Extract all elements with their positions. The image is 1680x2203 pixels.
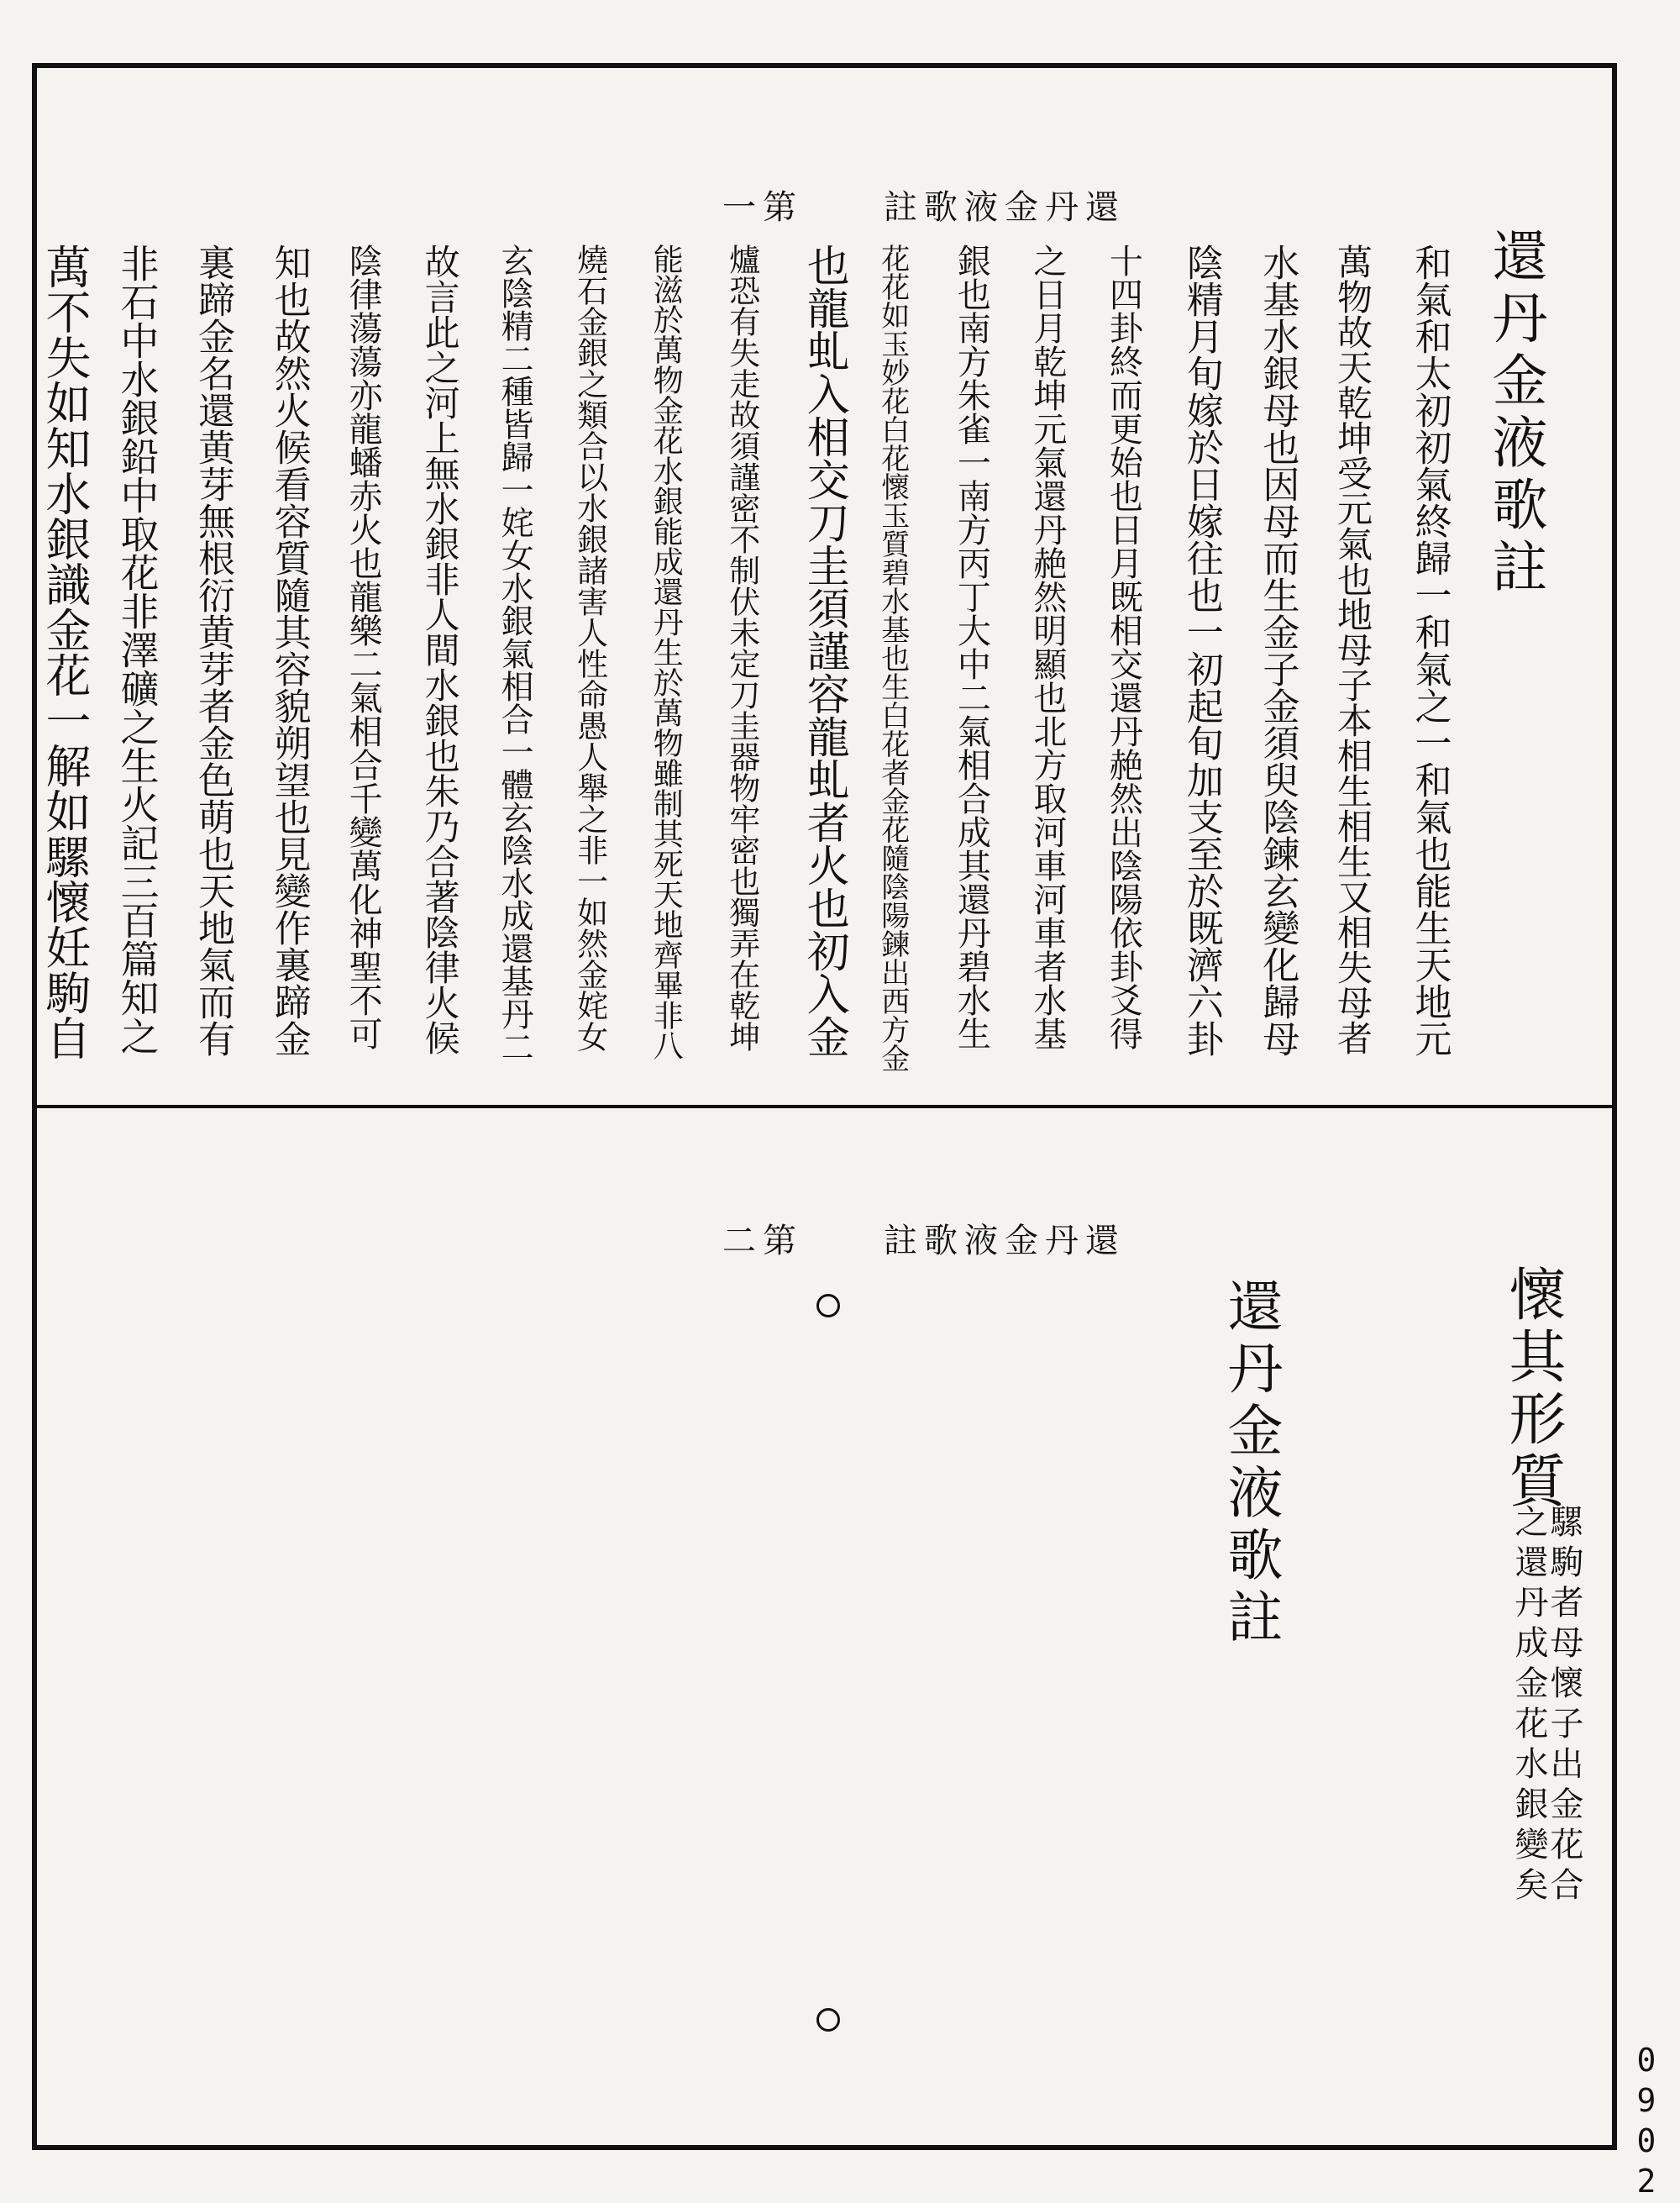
text-column: 銀也南方朱雀一南方丙丁大中二氣相合成其還丹碧水生 xyxy=(952,244,991,1050)
text-column: 和氣和太初初氣終歸一和氣之一和氣也能生天地元 xyxy=(1408,244,1452,1057)
ring-bottom-icon xyxy=(816,2008,840,2032)
text-column: 十四卦終而更始也日月既相交還丹赩然出陰陽依卦爻得 xyxy=(1104,244,1143,1050)
bottom-main-column: 懷其形質 xyxy=(1499,1264,1566,1513)
text-column: 玄陰精二種皆歸一姹女水銀氣相合一體玄陰水成還基丹二 xyxy=(496,244,534,1063)
top-title: 還丹金液歌註 xyxy=(1483,227,1547,600)
text-column: 花花如玉妙花白花懷玉質碧水基也生白花者金花隨陰陽鍊出西方金 xyxy=(875,244,910,1072)
text-column: 裏蹄金名還黄芽無根衍黄芽者金色萌也天地氣而有 xyxy=(192,244,235,1057)
text-column: 萬不失如知水銀識金花一解如騾懷妊駒自 xyxy=(39,244,92,1060)
text-column: 之日月乾坤元氣還丹赩然明顯也北方取河車河車者水基 xyxy=(1027,244,1067,1050)
ring-top-icon xyxy=(816,1294,840,1317)
page-number: 0902 xyxy=(1628,2042,1665,2203)
text-column: 爐恐有失走故須謹密不制伏未定刀圭器物牢密也獨弄在乾坤 xyxy=(723,244,760,1052)
text-column: 知也故然火候看容質隨其容貌朔望也見變作裏蹄金 xyxy=(267,244,311,1057)
bottom-title: 還丹金液歌註 xyxy=(1218,1277,1283,1650)
bottom-note-2: 之還丹成金花水銀變矣 xyxy=(1509,1504,1548,1907)
text-column: 陰精月旬嫁於日嫁往也一初起旬加支至於既濟六卦 xyxy=(1179,244,1223,1057)
text-column: 水基水銀母也因母而生金子金須臾陰鍊玄變化歸母 xyxy=(1256,244,1299,1057)
text-column: 萬物故天乾坤受元氣也地母子本相生相生又相失母者 xyxy=(1331,244,1373,1055)
panel-divider xyxy=(32,1105,1617,1108)
bottom-note-1: 騾駒者母懷子出金花合 xyxy=(1545,1504,1583,1907)
header-top: 一第 註歌液金丹還 xyxy=(722,188,1126,227)
text-column: 故言此之河上無水銀非人間水銀也朱乃合著陰律火候 xyxy=(419,244,461,1055)
text-column: 也龍虬入相交刀圭須謹容龍虬者火也初入金 xyxy=(799,244,849,1058)
header-bottom: 二第 註歌液金丹還 xyxy=(722,1222,1126,1260)
text-column: 燒石金銀之類合以水銀諸害人性命愚人舉之非一如然金姹女 xyxy=(571,244,608,1052)
text-column: 非石中水銀鉛中取花非澤礦之生火記三百篇知之 xyxy=(114,244,160,1055)
text-column: 陰律蕩蕩亦龍蟠赤火也龍樂二氣相合千變萬化神聖不可 xyxy=(344,244,383,1050)
text-column: 能滋於萬物金花水銀能成還丹生於萬物雖制其死天地齊畢非八 xyxy=(648,244,684,1060)
